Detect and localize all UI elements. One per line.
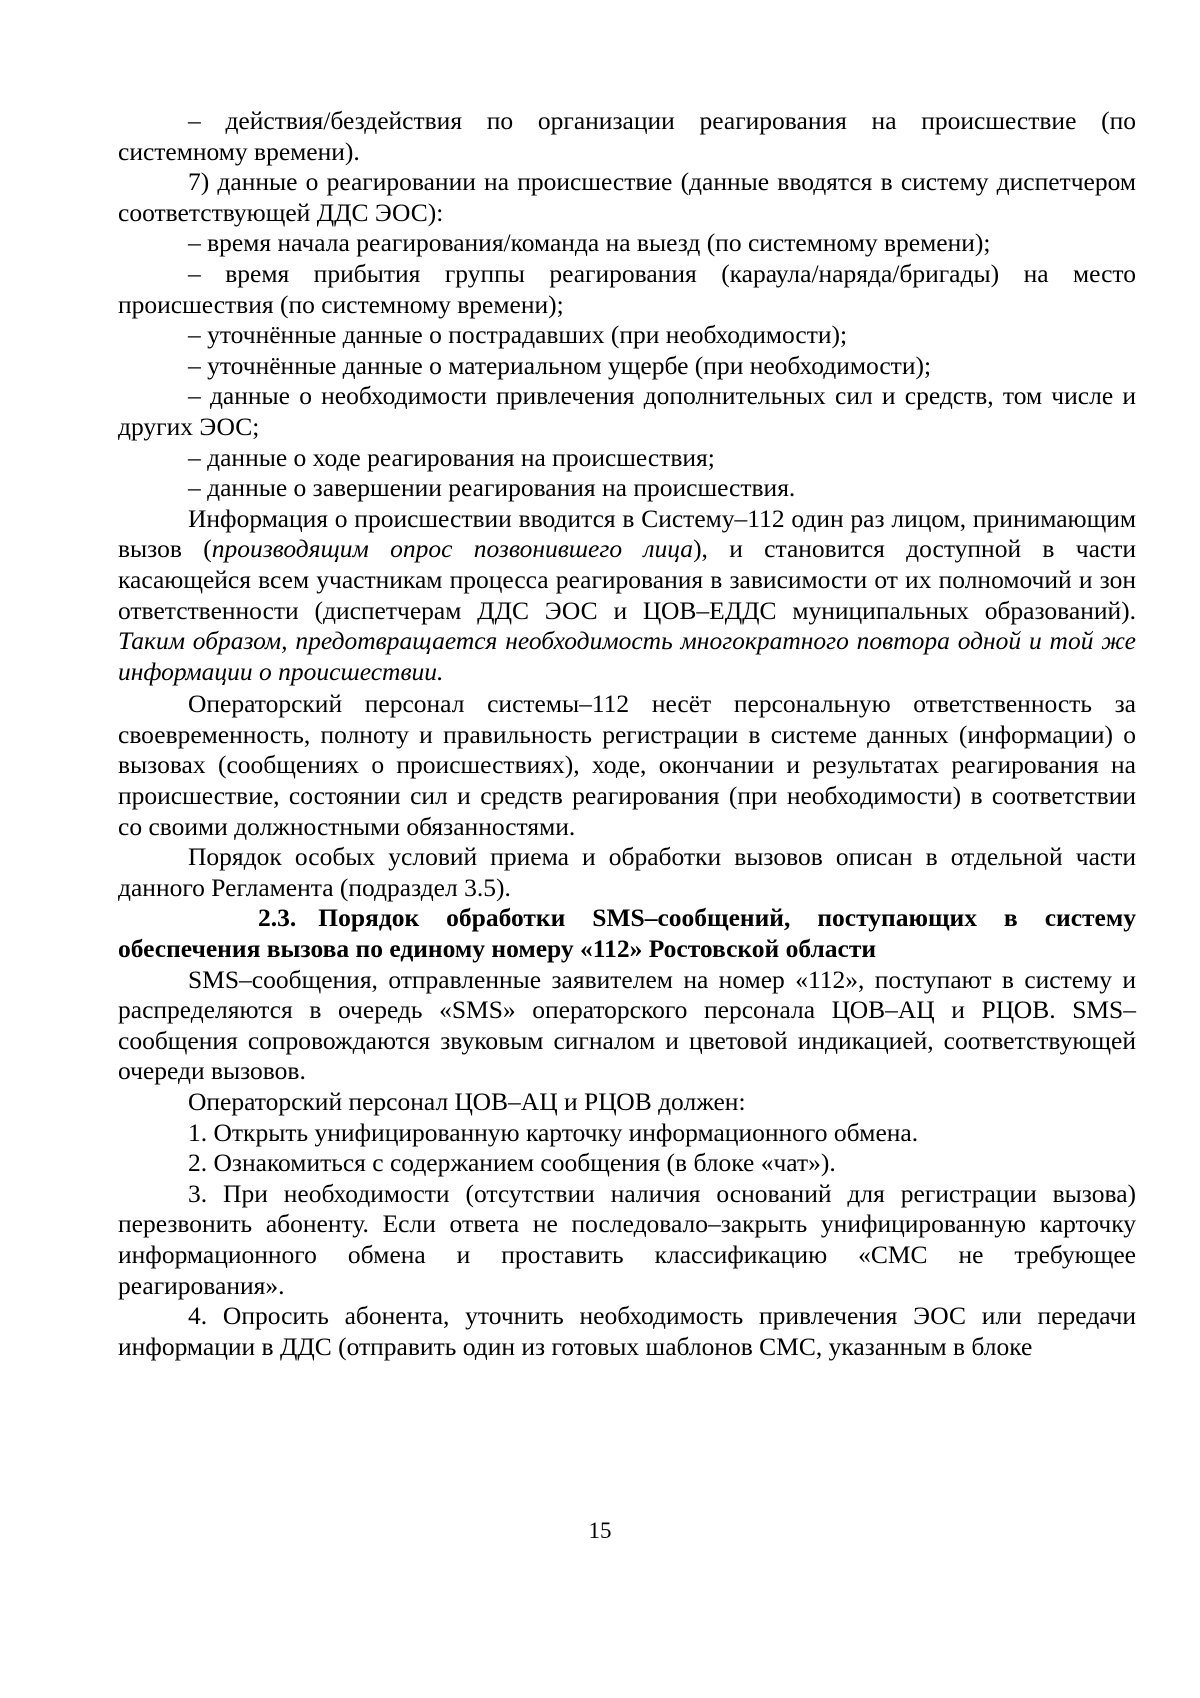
section-title: Порядок обработки SMS–сообщений, поступающих в систему обеспечения вызова по единому номеру «112» Ростовской области <box>118 903 1136 964</box>
paragraph-sms-queue: SMS–сообщения, отправленные заявителем на номер «112», поступают в систему и распределяются в очередь «SMS» операторского персонала ЦОВ–АЦ и РЦОВ. SMS–сообщения сопровождаются звуковым сигналом и цветовой индикацией, соответствующей очереди вызовов. <box>118 964 1136 1086</box>
paragraph-text-segment: Информация о происшествии вводится в Систему–112 один раз лицом, принимающим вызов ( <box>118 503 1136 564</box>
paragraph-text-segment: ), и становится доступной в части касающейся всем участникам процесса реагирования в зависимости от их полномочий и зон ответственности (диспетчерам ДДС ЭОС и ЦОВ–ЕДДС муниципальных образований). <box>118 534 1136 625</box>
bullet-item-additional-forces: – данные о необходимости привлечения дополнительных сил и средств, том числе и других ЭОС; <box>118 381 1136 441</box>
paragraph-special-conditions: Порядок особых условий приема и обработки вызовов описан в отдельной части данного Регламента (подраздел 3.5). <box>118 842 1136 902</box>
bullet-item-start-time: – время начала реагирования/команда на выезд (по системному времени); <box>188 228 991 258</box>
paragraph-operator-responsibility: Операторский персонал системы–112 несёт персональную ответственность за своевременность, полноту и правильность регистрации в системе данных (информации) о вызовах (сообщениях о происшествиях), ходе, окончании и результатах реагирования на происшествие, состоянии сил и средств реагирования (при необходимости) в соответствии со своими должностными обязанностями. <box>118 689 1136 841</box>
bullet-item-progress: – данные о ходе реагирования на происшествия; <box>188 442 715 472</box>
paragraph-information-entry <box>118 504 1136 688</box>
section-number: 2.3. <box>258 903 297 933</box>
page-number: 15 <box>588 1518 612 1543</box>
numbered-step-3: 3. При необходимости (отсутствии наличия оснований для регистрации вызова) перезвонить абоненту. Если ответа не последовало–закрыть унифицированную карточку информационного обмена и проставить классификацию «СМС не требующее реагирования». <box>118 1178 1136 1300</box>
numbered-step-1: 1. Открыть унифицированную карточку информационного обмена. <box>188 1117 919 1147</box>
numbered-step-2: 2. Ознакомиться с содержанием сообщения (в блоке «чат»). <box>188 1148 836 1178</box>
bullet-item-victims: – уточнённые данные о пострадавших (при необходимости); <box>188 320 848 350</box>
bullet-item-arrival-time: – время прибытия группы реагирования (караула/наряда/бригады) на место происшествия (по системному времени); <box>118 258 1136 319</box>
numbered-step-4: 4. Опросить абонента, уточнить необходимость привлечения ЭОС или передачи информации в ДДС (отправить один из готовых шаблонов СМС, указанным в блоке <box>118 1301 1136 1361</box>
bullet-item-actions: – действия/бездействия по организации реагирования на происшествие (по системному времени). <box>118 106 1136 166</box>
paragraph-operator-must: Операторский персонал ЦОВ–АЦ и РЦОВ должен: <box>188 1087 746 1116</box>
italic-phrase: производящим опрос позвонившего лица <box>211 534 694 564</box>
page-body <box>118 106 1136 1362</box>
section-heading-2-3 <box>118 903 1136 964</box>
numbered-item-7: 7) данные о реагировании на происшествие (данные вводятся в систему диспетчером соответствующей ДДС ЭОС): <box>118 167 1136 227</box>
italic-phrase: Таким образом, предотвращается необходимость многократного повтора одной и той же информации о происшествии. <box>118 626 1136 686</box>
bullet-item-completion: – данные о завершении реагирования на происшествия. <box>188 473 796 503</box>
bullet-item-damage: – уточнённые данные о материальном ущербе (при необходимости); <box>188 350 932 380</box>
